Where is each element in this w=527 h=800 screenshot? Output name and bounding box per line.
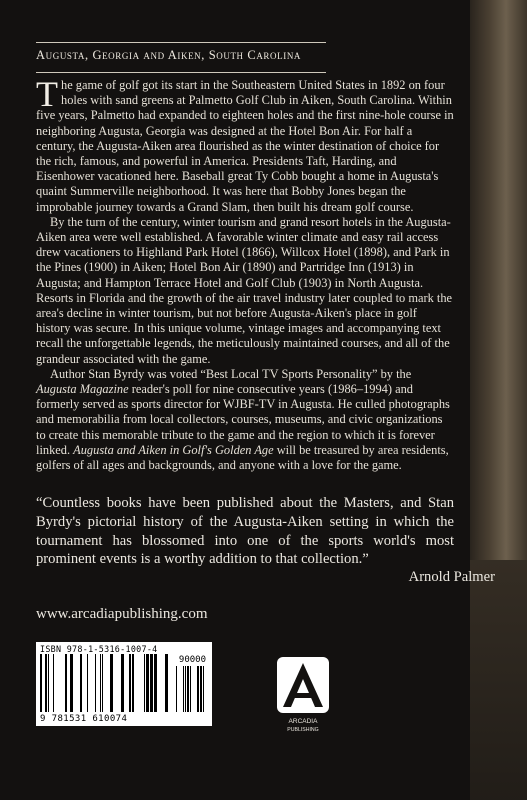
arcadia-a-logo bbox=[275, 655, 331, 735]
isbn-label: ISBN 978-1-5316-1007-4 bbox=[40, 644, 158, 654]
endorsement-quote: “Countless books have been published about the Masters, and Stan Byrdy's pictorial history of the Augusta-Aiken setting in which the tournament has blossomed into one of the sports world's most prominent events is a worthy addition to that collection.” bbox=[36, 495, 454, 568]
description-paragraph-1: The game of golf got its start in the Southeastern United States in 1892 on four holes with sand greens at Palmetto Golf Club in Aiken, South Carolina. Within five years, Palmetto had expanded to eighteen holes and the first nine-hole course in neighboring Augusta, Georgia was designed at the Hotel Bon Air. For half a century, the Augusta-Aiken area flourished as the winter destination of choice for the rich, famous, and powerful in America. Presidents Taft, Harding, and Eisenhower vacationed here. Baseball great Ty Cobb bought a home in Augusta's quaint Summerville neighborhood. It was here that Bobby Jones began the improbable journey towards a Grand Slam, then built his dream golf course. bbox=[36, 74, 454, 214]
header-rule-bottom bbox=[36, 72, 326, 73]
barcode-number: 9 781531 610074 bbox=[40, 714, 128, 724]
price-code: 90000 bbox=[178, 655, 206, 665]
header-rule-top bbox=[36, 42, 326, 43]
publisher-website[interactable]: www.arcadiapublishing.com bbox=[36, 606, 208, 622]
svg-text:ARCADIA: ARCADIA bbox=[288, 718, 318, 725]
isbn-barcode bbox=[36, 642, 212, 726]
quote-author: Arnold Palmer bbox=[408, 569, 495, 585]
barcode-bars bbox=[40, 654, 208, 714]
book-description bbox=[36, 74, 454, 473]
description-paragraph-3: Author Stan Byrdy was voted “Best Local TV Sports Personality” by the Augusta Magazine reader's poll for nine consecutive years (1986–1994) and formerly served as sports director for WJBF-TV in Augusta. He culled photographs and memorabilia from local collectors, courses, museums, and civic organizations to create this memorable tribute to the game and the region to which it is forever linked. Augusta and Aiken in Golf's Golden Age will be treasured by area residents, golfers of all ages and backgrounds, and anyone with a love for the game. bbox=[36, 366, 450, 473]
cover-header: Augusta, Georgia and Aiken, South Carolina bbox=[36, 48, 302, 62]
drop-cap: T bbox=[36, 74, 58, 114]
svg-text:PUBLISHING: PUBLISHING bbox=[287, 727, 319, 733]
description-paragraph-2: By the turn of the century, winter tourism and grand resort hotels in the Augusta-Aiken area were well established. A favorable winter climate and easy rail access drew vacationers to Highland Park Hotel (1866), Willcox Hotel (1898), and Park in the Pines (1900) in Aiken; Hotel Bon Air (1890) and Partridge Inn (1913) in Augusta; and Hampton Terrace Hotel and Golf Club (1903) in North Augusta. Resorts in Florida and the growth of the air travel industry later coupled to mark the area's decline in winter tourism, but not before Augusta-Aiken's place in golf history was secure. In this unique volume, vintage images and accompanying text recall the unforgettable legends, the meticulously maintained courses, and all of the grandeur associated with the game. bbox=[36, 214, 453, 366]
